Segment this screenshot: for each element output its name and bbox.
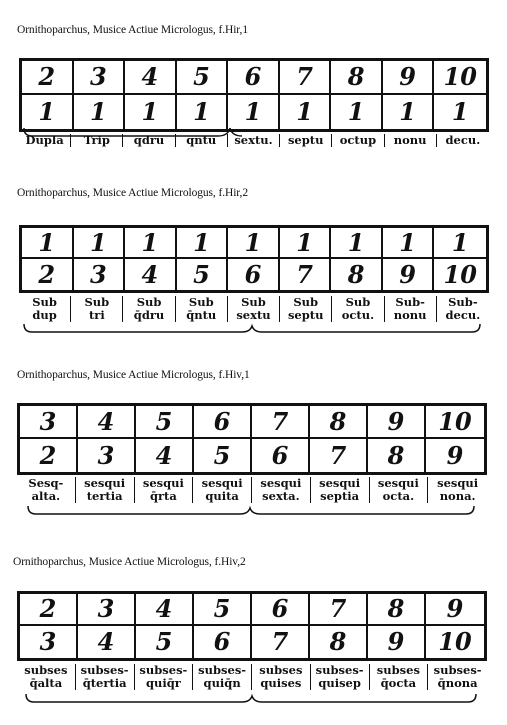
denominator-cell: 5 [194, 439, 252, 472]
numerator-cell: 10 [443, 62, 477, 91]
ratio-label: Sub octu. [332, 296, 384, 322]
denominator-cell: 1 [451, 97, 469, 126]
numerator-cell: 5 [177, 61, 229, 93]
ratio-label: Sub- decu. [445, 296, 481, 322]
numerator-cell: 1 [177, 228, 229, 257]
numerator-cell: 1 [331, 228, 383, 257]
ratio-label: subses- quiq̄n [193, 664, 252, 690]
denominator-cell: 1 [22, 95, 74, 129]
figure-3-ratio-table [17, 403, 487, 475]
denominator-cell: 9 [383, 259, 435, 290]
figure-2-ratio-table [19, 225, 489, 293]
denominator-cell: 7 [280, 259, 332, 290]
ratio-label: Sub sextu [228, 296, 280, 322]
denominator-cell: 8 [331, 259, 383, 290]
numerator-cell: 3 [74, 61, 126, 93]
ratio-label: subses q̄octa [370, 664, 429, 690]
numerator-cell: 1 [383, 228, 435, 257]
figure-3-caption: Ornithoparchus, Musice Actiue Micrologus, f.Hiv,1 [17, 369, 250, 381]
denominator-cell: 5 [136, 626, 194, 658]
ratio-label: sesqui octa. [370, 477, 429, 503]
numerator-cell: 5 [136, 406, 194, 437]
numerator-cell: 1 [228, 228, 280, 257]
figure-4-ratio-labels [17, 664, 487, 690]
denominator-cell: 6 [228, 259, 280, 290]
table-row [20, 626, 484, 658]
figure-3-ratio-labels [17, 477, 487, 503]
denominator-cell: 9 [446, 440, 464, 470]
numerator-cell: 1 [451, 227, 469, 257]
figure-1-caption: Ornithoparchus, Musice Actiue Micrologus, f.Hir,1 [17, 24, 248, 36]
numerator-cell: 8 [368, 594, 426, 624]
numerator-cell: 5 [194, 594, 252, 624]
table-row [20, 594, 484, 626]
numerator-cell: 6 [228, 61, 280, 93]
ratio-label: Sub- nonu [385, 296, 437, 322]
denominator-cell: 7 [252, 626, 310, 658]
ratio-label: q̄dru [123, 134, 175, 147]
denominator-cell: 1 [177, 95, 229, 129]
denominator-cell: 1 [228, 95, 280, 129]
denominator-cell: 1 [280, 95, 332, 129]
denominator-cell: 2 [22, 259, 74, 290]
ratio-label: octup [332, 134, 384, 147]
denominator-cell: 8 [368, 439, 426, 472]
ratio-label: sesqui quita [193, 477, 252, 503]
table-row [22, 259, 486, 290]
ratio-label: Sub q̄ntu [176, 296, 228, 322]
denominator-cell: 3 [74, 259, 126, 290]
denominator-cell: 1 [383, 95, 435, 129]
ratio-label: subses q̄alta [17, 664, 76, 690]
numerator-cell: 1 [125, 228, 177, 257]
ratio-label: nonu [385, 134, 437, 147]
denominator-cell: 1 [74, 95, 126, 129]
denominator-cell: 3 [78, 439, 136, 472]
ratio-label: septu [280, 134, 332, 147]
table-row [22, 61, 486, 95]
ratio-label: q̄ntu [176, 134, 228, 147]
denominator-cell: 4 [78, 626, 136, 658]
numerator-cell: 3 [20, 406, 78, 437]
ratio-label: sesqui q̄rta [135, 477, 194, 503]
figure-1-bracket [22, 124, 482, 152]
numerator-cell: 8 [310, 406, 368, 437]
ratio-label: Sub septu [280, 296, 332, 322]
ratio-label: sextu. [228, 134, 280, 147]
numerator-cell: 8 [331, 61, 383, 93]
ratio-label: subses- quiq̄r [135, 664, 194, 690]
denominator-cell: 3 [20, 626, 78, 658]
numerator-cell: 2 [20, 594, 78, 624]
ratio-label: sesqui septia [311, 477, 370, 503]
table-row [22, 228, 486, 259]
figure-2-ratio-labels [19, 296, 489, 322]
numerator-cell: 7 [280, 61, 332, 93]
table-row [20, 406, 484, 439]
ratio-label: subses- q̄tertia [76, 664, 135, 690]
numerator-cell: 6 [194, 406, 252, 437]
denominator-cell: 6 [252, 439, 310, 472]
ratio-label: subses- q̄nona [433, 664, 482, 690]
numerator-cell: 2 [22, 61, 74, 93]
numerator-cell: 7 [310, 594, 368, 624]
figure-4-bracket [24, 692, 480, 708]
numerator-cell: 9 [368, 406, 426, 437]
ratio-label: Sub tri [71, 296, 123, 322]
denominator-cell: 8 [310, 626, 368, 658]
numerator-cell: 4 [136, 594, 194, 624]
ratio-label: Sub dup [19, 296, 71, 322]
ratio-label: Sub q̄dru [123, 296, 175, 322]
denominator-cell: 10 [443, 259, 477, 289]
numerator-cell: 1 [74, 228, 126, 257]
denominator-cell: 7 [310, 439, 368, 472]
numerator-cell: 4 [78, 406, 136, 437]
numerator-cell: 7 [252, 406, 310, 437]
ratio-label: subses- quisep [311, 664, 370, 690]
ratio-label: Sesq- alta. [17, 477, 76, 503]
figure-3-bracket [26, 504, 481, 520]
denominator-cell: 10 [438, 627, 472, 656]
numerator-cell: 9 [446, 594, 464, 623]
numerator-cell: 6 [252, 594, 310, 624]
figure-2-caption: Ornithoparchus, Musice Actiue Micrologus, f.Hir,2 [17, 187, 248, 199]
figure-1-ratio-table [19, 58, 489, 132]
figure-4-ratio-table [17, 591, 487, 661]
figure-2-bracket [22, 322, 482, 336]
ratio-label: Trip [71, 134, 123, 147]
figure-4-caption: Ornithoparchus, Musice Actiue Micrologus, f.Hiv,2 [13, 556, 246, 568]
numerator-cell: 10 [438, 406, 472, 436]
numerator-cell: 9 [383, 61, 435, 93]
denominator-cell: 1 [331, 95, 383, 129]
table-row [20, 439, 484, 472]
numerator-cell: 4 [125, 61, 177, 93]
numerator-cell: 3 [78, 594, 136, 624]
denominator-cell: 9 [368, 626, 426, 658]
denominator-cell: 6 [194, 626, 252, 658]
denominator-cell: 4 [136, 439, 194, 472]
ratio-label: sesqui nona. [437, 477, 479, 503]
denominator-cell: 2 [20, 439, 78, 472]
ratio-label: subses quises [252, 664, 311, 690]
ratio-label: sesqui sexta. [252, 477, 311, 503]
numerator-cell: 1 [280, 228, 332, 257]
numerator-cell: 1 [22, 228, 74, 257]
ratio-label: sesqui tertia [76, 477, 135, 503]
ratio-label: Dupla [19, 134, 71, 147]
denominator-cell: 5 [177, 259, 229, 290]
ratio-label: decu. [445, 134, 481, 147]
denominator-cell: 1 [125, 95, 177, 129]
denominator-cell: 4 [125, 259, 177, 290]
